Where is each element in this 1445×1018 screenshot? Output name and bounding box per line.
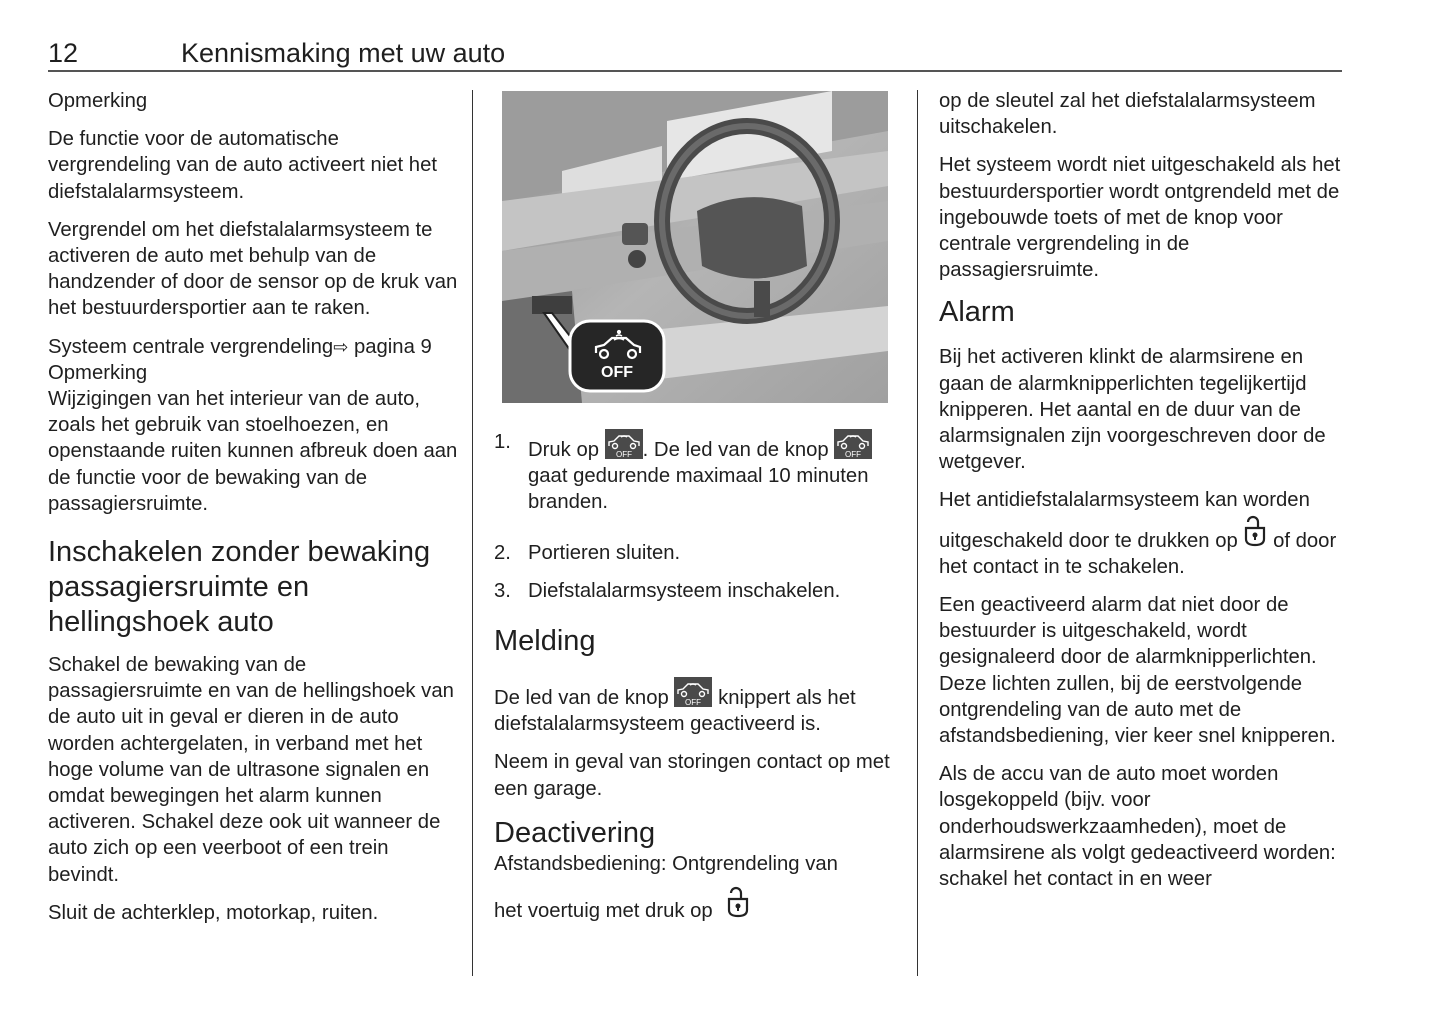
left-column <box>48 88 458 938</box>
steering-wheel-dashboard-image <box>502 91 888 403</box>
instruction-steps <box>494 429 904 604</box>
step-item <box>494 578 904 604</box>
text: De led van de knop <box>494 687 669 710</box>
paragraph: Een geactiveerd alarm dat niet door de bestuurder is uitgeschakeld, wordt gesignaleerd door de alarmknipperlichten. Deze lichten zullen, bij de eerstvolgende ontgrendeling van de auto met de afstandsbediening, vier keer snel knipperen. <box>939 594 1336 748</box>
paragraph: op de sleutel zal het diefstalalarmsysteem uitschakelen. <box>939 90 1316 139</box>
section-heading-deactivering: Deactivering <box>494 816 656 849</box>
car-alarm-off-icon <box>674 677 712 707</box>
callout-label: OFF <box>601 364 633 381</box>
unlock-icon <box>1243 514 1267 548</box>
note-text: De functie voor de automatische vergrendeling van de auto activeert niet het diefstalalarmsysteem. <box>48 128 437 203</box>
paragraph: Afstandsbediening: Ontgrendeling van <box>494 852 838 875</box>
text: knippert als het diefstalalarmsysteem geactiveerd is. <box>494 687 856 736</box>
step-text: . De led van de knop <box>642 439 829 461</box>
paragraph: Bij het activeren klinkt de alarmsirene en gaan de alarmknipperlichten tegelijkertijd knipperen. Het aantal en de duur van de alarmsignalen zijn voorgeschreven door de wetgever. <box>939 346 1326 474</box>
note-label: Opmerking <box>48 90 148 112</box>
xref-page: pagina 9 <box>353 335 432 358</box>
step-item <box>494 429 904 516</box>
paragraph: Schakel de bewaking van de passagiersruimte en van de hellingshoek van de auto uit in geval er dieren in de auto worden achtergelaten, in verband met het hoge volume van de ultrasone signalen en omdat bewegingen het alarm kunnen activeren. Schakel deze ook uit wanneer de auto zich op een veerboot of een trein bevindt. <box>48 654 454 886</box>
right-column <box>939 88 1349 904</box>
paragraph <box>494 677 904 737</box>
step-text: Druk op <box>528 439 600 461</box>
paragraph <box>939 487 1349 580</box>
step-text: Diefstalalarmsysteem inschakelen. <box>528 579 841 602</box>
car-alarm-off-icon <box>834 429 872 459</box>
text: of door het contact in te schakelen. <box>939 529 1337 578</box>
section-heading-alarm: Alarm <box>939 296 1015 329</box>
cross-reference[interactable] <box>48 334 458 360</box>
page-header <box>48 36 1342 72</box>
column-divider-left <box>472 90 473 976</box>
middle-column <box>494 91 904 936</box>
paragraph <box>494 885 904 924</box>
note-text: Wijzigingen van het interieur van de auto, zoals het gebruik van stoelhoezen, en openstaande ruiten kunnen afbreuk doen aan de functie voor de bewaking van de passagiersruimte. <box>48 388 458 515</box>
step-text: gaat gedurende maximaal 10 minuten branden. <box>528 465 869 514</box>
step-text: Portieren sluiten. <box>528 541 681 564</box>
text: uitgeschakeld door te drukken op <box>939 529 1238 552</box>
running-title: Kennismaking met uw auto <box>181 38 506 68</box>
text: het voertuig met druk op <box>494 900 713 923</box>
section-heading: Inschakelen zonder bewaking passagiersruimte en hellingshoek auto <box>48 536 431 639</box>
unlock-icon <box>726 885 750 919</box>
arrow-right-icon: ⇨ <box>333 336 349 357</box>
paragraph: Vergrendel om het diefstalalarmsysteem te activeren de auto met behulp van de handzender of door de sensor op de kruk van het bestuurdersportier aan te raken. <box>48 218 458 320</box>
section-heading-melding: Melding <box>494 625 596 658</box>
paragraph: Sluit de achterklep, motorkap, ruiten. <box>48 901 379 924</box>
step-number: 3. <box>494 579 511 602</box>
step-item <box>494 540 904 566</box>
note-label: Opmerking <box>48 361 148 384</box>
step-number: 2. <box>494 541 511 564</box>
step-number: 1. <box>494 431 511 453</box>
text: Het antidiefstalalarmsysteem kan worden <box>939 489 1310 512</box>
xref-text: Systeem centrale vergrendeling <box>48 335 334 358</box>
dashboard-illustration <box>502 91 888 403</box>
svg-text:OFF: OFF <box>615 450 632 459</box>
car-alarm-off-icon <box>605 429 643 459</box>
svg-text:OFF: OFF <box>685 698 702 708</box>
column-divider-right <box>917 90 918 976</box>
paragraph: Als de accu van de auto moet worden losgekoppeld (bijv. voor onderhoudswerkzaamheden), moet de alarmsirene als volgt gedeactiveerd worden: schakel het contact in en weer <box>939 763 1336 891</box>
page-number: 12 <box>48 38 79 68</box>
paragraph: Neem in geval van storingen contact op met een garage. <box>494 751 890 800</box>
svg-text:OFF: OFF <box>845 450 862 459</box>
paragraph: Het systeem wordt niet uitgeschakeld als het bestuurdersportier wordt ontgrendeld met de ingebouwde toets of met de knop voor centrale vergrendeling in de passagiersruimte. <box>939 154 1341 282</box>
